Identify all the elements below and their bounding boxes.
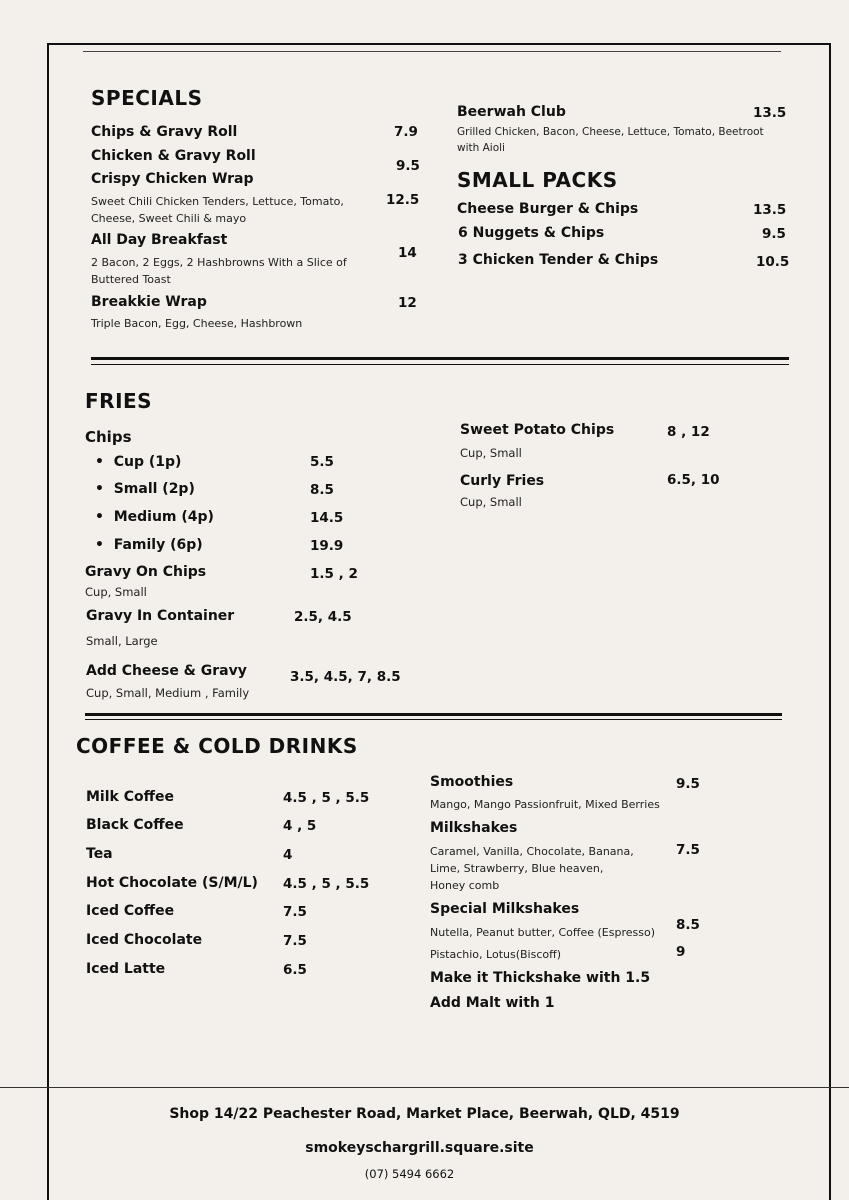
drink-item-price: 4.5 , 5 , 5.5 <box>283 876 370 892</box>
chips-size-name: Small (2p) <box>113 481 195 497</box>
specials-item-description: 2 Bacon, 2 Eggs, 2 Hashbrowns With a Slice of Buttered Toast <box>91 256 347 286</box>
drink-item-price: 7.5 <box>283 904 307 920</box>
sweet-potato-chips-description: Cup, Small <box>460 446 522 460</box>
specials-item-name: All Day Breakfast <box>91 232 228 248</box>
specials-item-price: 14 <box>398 245 417 261</box>
chips-size-item: • Family (6p) <box>95 537 203 553</box>
drink-item-name: Iced Coffee <box>86 903 175 919</box>
special-milkshakes-description: Nutella, Peanut butter, Coffee (Espresso) <box>430 926 656 939</box>
small-packs-item-name: 3 Chicken Tender & Chips <box>458 252 659 268</box>
gravy-in-container-description: Small, Large <box>86 634 158 648</box>
chips-size-name: Medium (4p) <box>113 509 214 525</box>
small-packs-item-name: Cheese Burger & Chips <box>457 201 639 217</box>
chips-size-price: 8.5 <box>310 482 334 498</box>
frame-left-border <box>47 43 49 1200</box>
smoothies-price: 9.5 <box>676 776 700 792</box>
drinks-title: COFFEE & COLD DRINKS <box>76 734 358 758</box>
footer-divider <box>0 1087 849 1088</box>
drink-item-price: 4 , 5 <box>283 818 317 834</box>
special-milkshakes-description: Pistachio, Lotus(Biscoff) <box>430 948 561 961</box>
curly-fries-name: Curly Fries <box>460 473 545 489</box>
smoothies-name: Smoothies <box>430 774 514 790</box>
small-packs-item-price: 13.5 <box>753 202 787 218</box>
specials-item-name: Chicken & Gravy Roll <box>91 148 256 164</box>
specials-item-price: 12 <box>398 295 417 311</box>
milkshakes-description: Honey comb <box>430 879 500 892</box>
small-packs-item-price: 9.5 <box>762 226 786 242</box>
gravy-on-chips-price: 1.5 , 2 <box>310 566 358 582</box>
chips-size-name: Cup (1p) <box>113 454 182 470</box>
drink-item-price: 7.5 <box>283 933 307 949</box>
frame-right-border <box>829 43 831 1200</box>
milkshakes-description: Lime, Strawberry, Blue heaven, <box>430 862 604 875</box>
specials-item-name: Chips & Gravy Roll <box>91 124 238 140</box>
fries-title: FRIES <box>85 389 153 413</box>
chips-size-name: Family (6p) <box>113 537 203 553</box>
specials-title: SPECIALS <box>91 86 203 110</box>
beerwah-club-description: Grilled Chicken, Bacon, Cheese, Lettuce, Tomato, Beetroot with Aioli <box>457 126 764 154</box>
section-divider <box>85 713 782 716</box>
malt-option: Add Malt with 1 <box>430 995 555 1011</box>
drink-item-name: Hot Chocolate (S/M/L) <box>86 875 258 891</box>
chips-size-price: 14.5 <box>310 510 344 526</box>
chips-size-item: • Medium (4p) <box>95 509 214 525</box>
milkshakes-name: Milkshakes <box>430 820 518 836</box>
drink-item-name: Tea <box>86 846 113 862</box>
sweet-potato-chips-price: 8 , 12 <box>667 424 710 440</box>
special-milkshakes-price: 9 <box>676 944 686 960</box>
specials-item-description: Triple Bacon, Egg, Cheese, Hashbrown <box>91 317 303 330</box>
drink-item-price: 4.5 , 5 , 5.5 <box>283 790 370 806</box>
specials-item-name: Crispy Chicken Wrap <box>91 171 254 187</box>
special-milkshakes-price: 8.5 <box>676 917 700 933</box>
chips-size-item: • Small (2p) <box>95 481 195 497</box>
section-divider <box>91 364 789 365</box>
drink-item-price: 4 <box>283 847 293 863</box>
beerwah-club-name: Beerwah Club <box>457 104 566 120</box>
gravy-on-chips-description: Cup, Small <box>85 585 147 599</box>
frame-top-border <box>47 43 831 45</box>
add-cheese-gravy-name: Add Cheese & Gravy <box>86 663 247 679</box>
curly-fries-price: 6.5, 10 <box>667 472 720 488</box>
chips-size-price: 5.5 <box>310 454 334 470</box>
specials-item-name: Breakkie Wrap <box>91 294 207 310</box>
special-milkshakes-name: Special Milkshakes <box>430 901 580 917</box>
specials-item-price: 9.5 <box>396 158 420 174</box>
gravy-on-chips-name: Gravy On Chips <box>85 564 207 580</box>
milkshakes-description: Caramel, Vanilla, Chocolate, Banana, <box>430 845 634 858</box>
gravy-in-container-price: 2.5, 4.5 <box>294 609 352 625</box>
milkshakes-price: 7.5 <box>676 842 700 858</box>
sweet-potato-chips-name: Sweet Potato Chips <box>460 422 615 438</box>
specials-item-description: Sweet Chili Chicken Tenders, Lettuce, Tomato, Cheese, Sweet Chili & mayo <box>91 195 344 225</box>
section-divider <box>85 719 782 720</box>
section-divider <box>91 357 789 360</box>
footer-website[interactable]: smokeyschargrill.square.site <box>305 1140 534 1156</box>
drink-item-name: Black Coffee <box>86 817 184 833</box>
add-cheese-gravy-description: Cup, Small, Medium , Family <box>86 686 250 700</box>
small-packs-item-price: 10.5 <box>756 254 790 270</box>
header-thin-divider <box>83 51 781 52</box>
smoothies-description: Mango, Mango Passionfruit, Mixed Berries <box>430 798 660 811</box>
add-cheese-gravy-price: 3.5, 4.5, 7, 8.5 <box>290 669 401 685</box>
drink-item-name: Iced Latte <box>86 961 166 977</box>
specials-item-price: 12.5 <box>386 192 420 208</box>
small-packs-item-name: 6 Nuggets & Chips <box>458 225 605 241</box>
beerwah-club-price: 13.5 <box>753 105 787 121</box>
chips-label: Chips <box>85 428 132 446</box>
footer-phone[interactable]: (07) 5494 6662 <box>364 1167 455 1181</box>
gravy-in-container-name: Gravy In Container <box>86 608 235 624</box>
chips-size-price: 19.9 <box>310 538 344 554</box>
drink-item-name: Milk Coffee <box>86 789 174 805</box>
chips-size-item: • Cup (1p) <box>95 454 182 470</box>
drink-item-name: Iced Chocolate <box>86 932 203 948</box>
specials-item-price: 7.9 <box>394 124 418 140</box>
small-packs-title: SMALL PACKS <box>457 168 618 192</box>
curly-fries-description: Cup, Small <box>460 495 522 509</box>
drink-item-price: 6.5 <box>283 962 307 978</box>
footer-address: Shop 14/22 Peachester Road, Market Place, Beerwah, QLD, 4519 <box>169 1106 680 1122</box>
thickshake-option: Make it Thickshake with 1.5 <box>430 970 651 986</box>
